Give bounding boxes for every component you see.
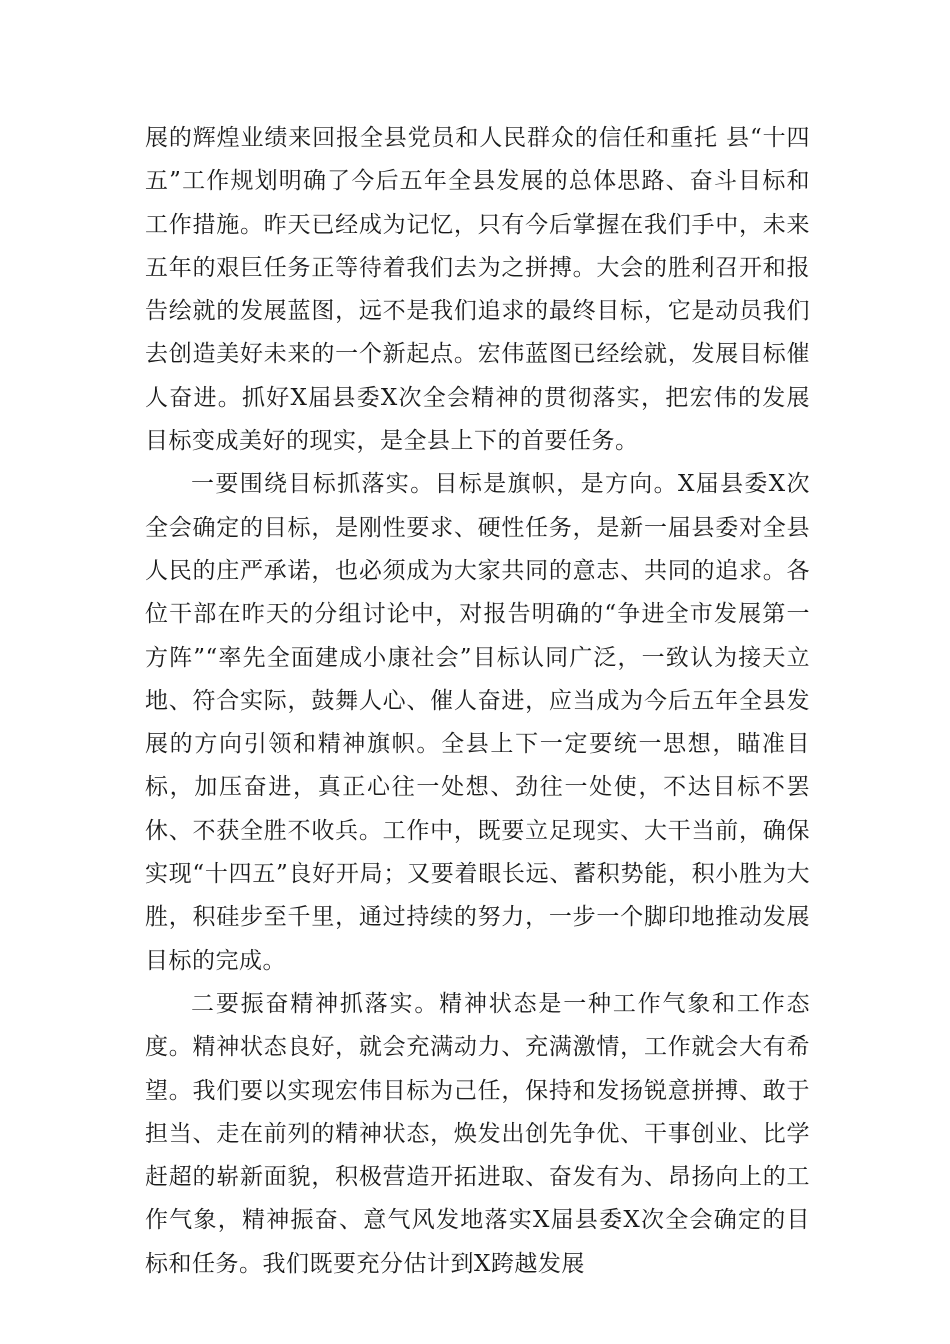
document-body — [145, 117, 810, 1286]
paragraph-3: 二要振奋精神抓落实。精神状态是一种工作气象和工作态度。精神状态良好，就会充满动力、充满激情，工作就会大有希望。我们要以实现宏伟目标为己任，保持和发扬锐意拼搏、敢于担当、走在前列的精神状态，焕发出创先争优、干事创业、比学赶超的崭新面貌，积极营造开拓进取、奋发有为、昂扬向上的工作气象，精神振奋、意气风发地落实X届县委X次全会确定的目标和任务。我们既要充分估计到X跨越发展 — [145, 990, 810, 1277]
paragraph-1: 展的辉煌业绩来回报全县党员和人民群众的信任和重托 县“十四五”工作规划明确了今后五年全县发展的总体思路、奋斗目标和工作措施。昨天已经成为记忆，只有今后掌握在我们手中，未来五年的艰巨任务正等待着我们去为之拼搏。大会的胜利召开和报告绘就的发展蓝图，远不是我们追求的最终目标，它是动员我们去创造美好未来的一个新起点。宏伟蓝图已经绘就，发展目标催人奋进。抓好X届县委X次全会精神的贯彻落实，把宏伟的发展目标变成美好的现实，是全县上下的首要任务。 — [145, 125, 810, 455]
paragraph-2: 一要围绕目标抓落实。目标是旗帜，是方向。X届县委X次全会确定的目标，是刚性要求、硬性任务，是新一届县委对全县人民的庄严承诺，也必须成为大家共同的意志、共同的追求。各位干部在昨天的分组讨论中，对报告明确的“争进全市发展第一方阵”“率先全面建成小康社会”目标认同广泛，一致认为接天立地、符合实际，鼓舞人心、催人奋进，应当成为今后五年全县发展的方向引领和精神旗帜。全县上下一定要统一思想，瞄准目标，加压奋进，真正心往一处想、劲往一处使，不达目标不罢休、不获全胜不收兵。工作中，既要立足现实、大干当前，确保实现“十四五”良好开局；又要着眼长远、蓄积势能，积小胜为大胜，积硅步至千里，通过持续的努力，一步一个脚印地推动发展目标的完成。 — [145, 471, 810, 974]
